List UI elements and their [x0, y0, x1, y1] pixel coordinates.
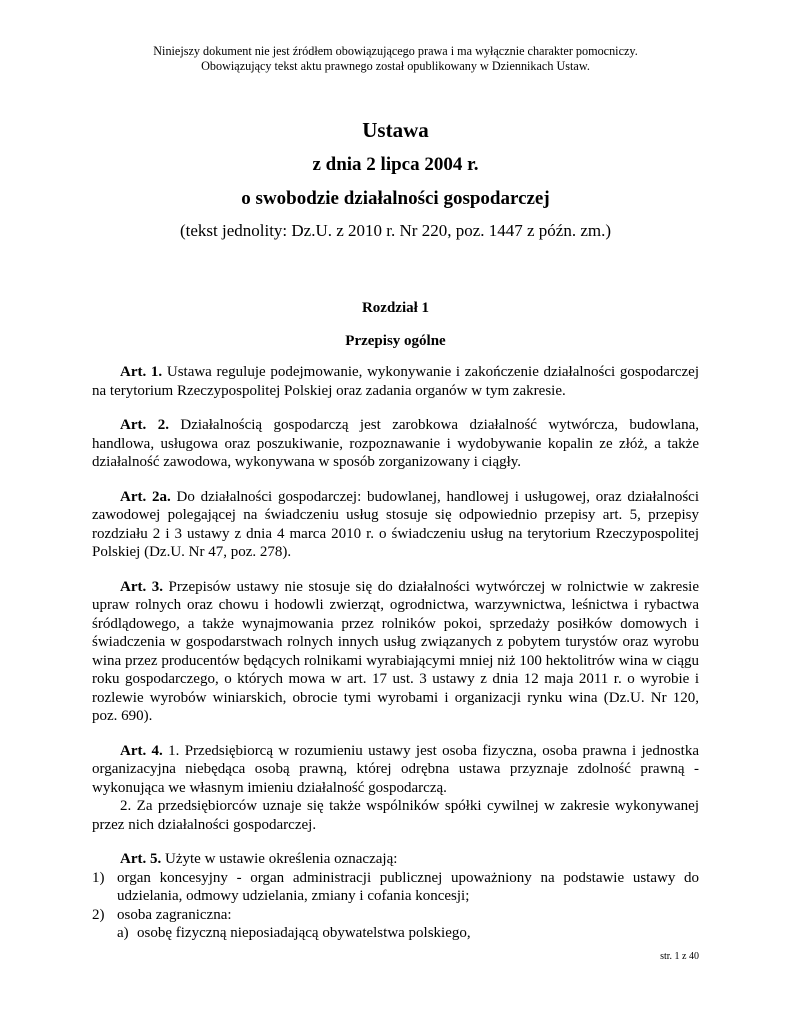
list-item: [92, 869, 699, 906]
article-4: [92, 742, 699, 835]
list-subitem-letter: a): [117, 925, 129, 941]
article-text: Działalnością gospodarczą jest zarobkowa działalność wytwórcza, budowlana, handlowa, usługowa oraz poszukiwanie, rozpoznawanie i wydobywanie kopalin ze złóż, a także działalność zawodowa, wykonywana w sposób zorganizowany i ciągły.: [92, 417, 699, 470]
article-intro: Użyte w ustawie określenia oznaczają:: [165, 851, 398, 867]
list-item-number: 2): [92, 906, 105, 923]
article-paragraph-2: 2. Za przedsiębiorców uznaje się także wspólników spółki cywilnej w zakresie wykonywanej przez nich działalności gospodarczej.: [92, 798, 699, 833]
list-subitem-text: osobę fizyczną nieposiadającą obywatelstwa polskiego,: [137, 925, 471, 941]
act-subject: o swobodzie działalności gospodarczej: [241, 188, 550, 209]
article-text: Do działalności gospodarczej: budowlanej, handlowej i usługowej, oraz działalności zawodowej polegającej na świadczeniu usług stosuje się odpowiednio przepisy art. 5, przepisy rozdziału 2 i 3 ustawy z dnia 4 marca 2010 r. o świadczeniu usług na terytorium Rzeczypospolitej Polskiej (Dz.U. Nr 47, poz. 278).: [92, 488, 699, 560]
article-1: [92, 363, 699, 400]
article-label: Art. 3.: [120, 578, 163, 595]
disclaimer: [0, 44, 791, 74]
article-label: Art. 2.: [120, 417, 169, 433]
list-item-text: osoba zagraniczna:: [117, 906, 232, 923]
chapter-number: Rozdział 1: [361, 300, 430, 316]
act-title: Ustawa: [362, 118, 429, 142]
unified-text-reference: (tekst jednolity: Dz.U. z 2010 r. Nr 220, poz. 1447 z późn. zm.): [179, 221, 612, 240]
list-item-text: organ koncesyjny - organ administracji publicznej upoważniony na podstawie ustawy do udzielania, odmowy udzielania, zmiany i cofania koncesji;: [117, 869, 699, 904]
article-label: Art. 5.: [120, 851, 162, 867]
definitions-list: [92, 869, 699, 943]
document-body: [92, 363, 699, 959]
page-number: str. 1 z 40: [660, 951, 699, 962]
chapter-name: Przepisy ogólne: [345, 333, 446, 349]
article-label: Art. 4.: [120, 742, 163, 759]
article-label: Art. 2a.: [120, 488, 171, 505]
article-text: Przepisów ustawy nie stosuje się do działalności wytwórczej w rolnictwie w zakresie upraw rolnych oraz chowu i hodowli zwierząt, ogrodnictwa, warzywnictwa, leśnictwa i rybactwa śródlądowego, a także wynajmowania przez rolników pokoi, sprzedaży posiłków domowych i świadczenia w gospodarstwach rolnych innych usług związanych z pobytem turystów oraz wyrobu wina przez producentów będących rolnikami wyrabiającymi mniej niż 100 hektolitrów wina w ciągu roku gospodarczego, o których mowa w art. 17 ust. 3 ustawy z dnia 12 maja 2011 r. o wyrobie i rozlewie wyrobów winiarskich, obrocie tymi wyrobami i organizacji rynku wina (Dz.U. Nr 120, poz. 690).: [92, 578, 699, 724]
list-item: [92, 906, 699, 925]
disclaimer-line-1: Niniejszy dokument nie jest źródłem obowiązującego prawa i ma wyłącznie charakter pomocniczy.: [153, 44, 638, 58]
article-2: [92, 416, 699, 472]
disclaimer-line-2: Obowiązujący tekst aktu prawnego został opublikowany w Dziennikach Ustaw.: [201, 59, 590, 73]
article-paragraph-1: 1. Przedsiębiorcą w rozumieniu ustawy jest osoba fizyczna, osoba prawna i jednostka organizacyjna niebędąca osobą prawną, której odrębna ustawa przyznaje zdolność prawną - wykonująca we własnym imieniu działalność gospodarczą.: [92, 742, 699, 796]
article-2a: [92, 488, 699, 562]
article-label: Art. 1.: [120, 364, 163, 380]
list-subitem: [92, 924, 699, 943]
article-5: [92, 850, 699, 943]
act-date: z dnia 2 lipca 2004 r.: [312, 154, 479, 175]
article-3: [92, 578, 699, 726]
article-text: Ustawa reguluje podejmowanie, wykonywanie i zakończenie działalności gospodarczej na terytorium Rzeczypospolitej Polskiej oraz zadania organów w tym zakresie.: [92, 364, 699, 399]
list-item-number: 1): [92, 869, 105, 886]
